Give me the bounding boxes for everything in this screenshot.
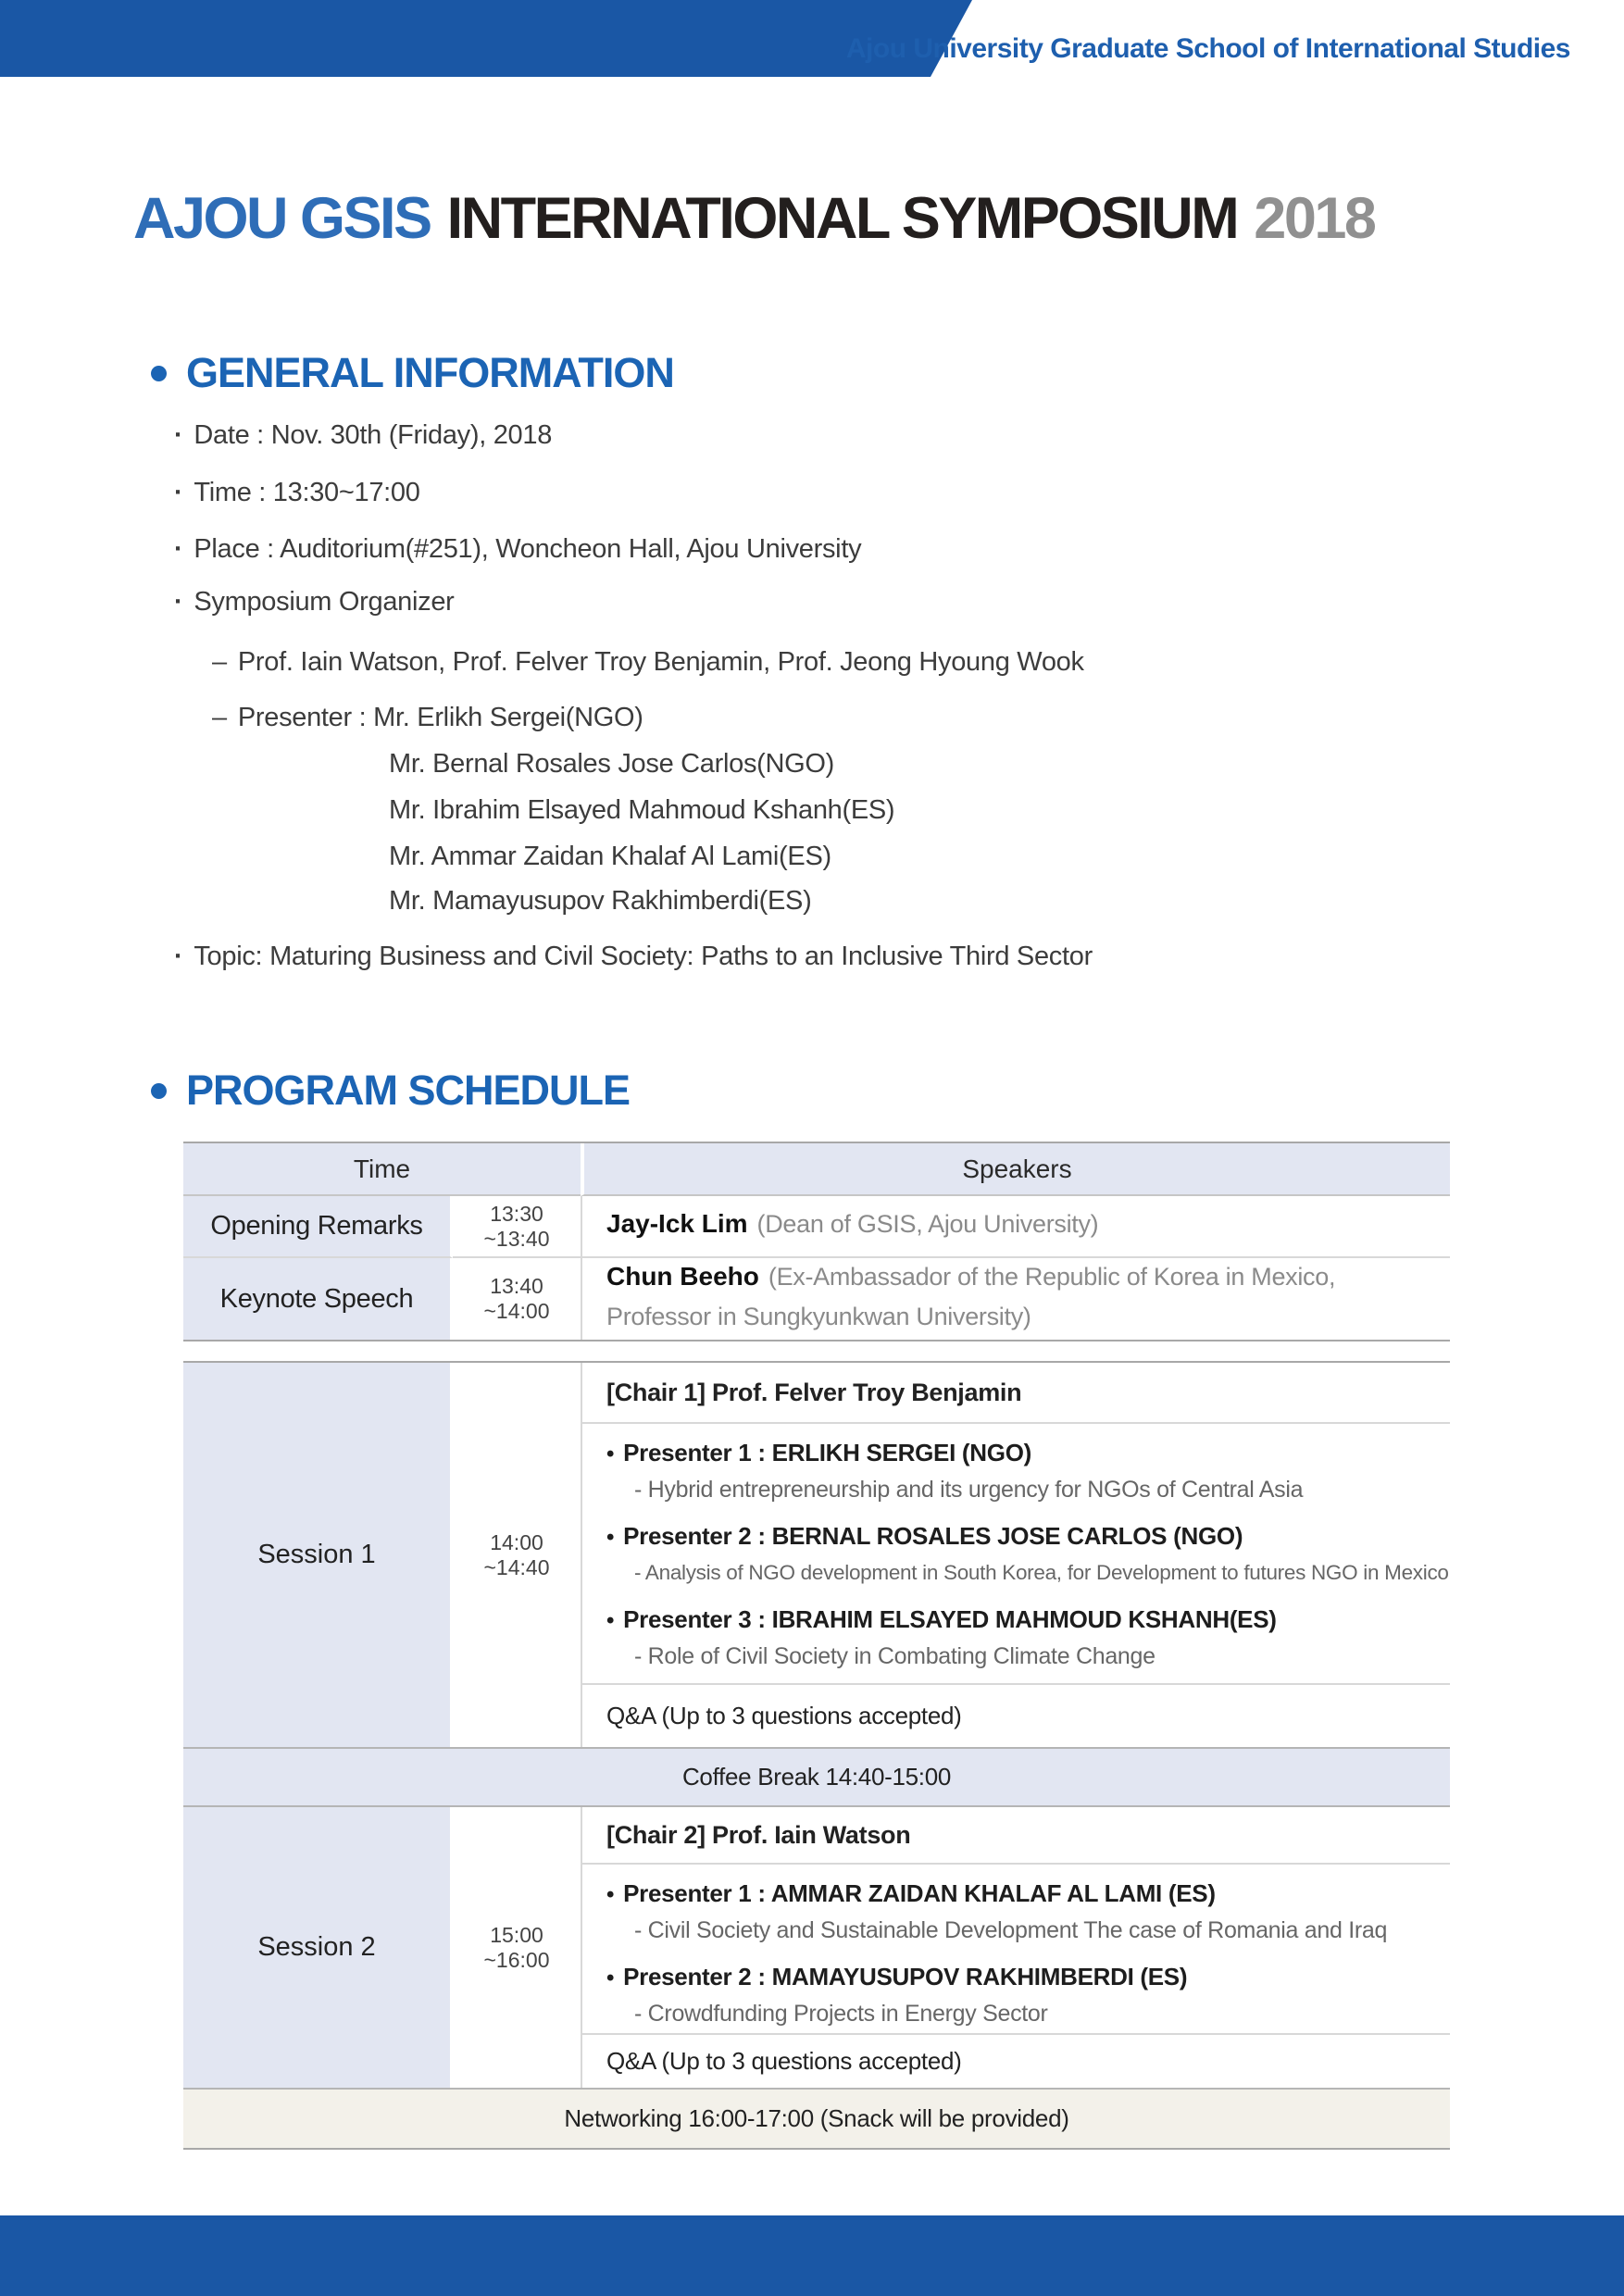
bullet-icon: [606, 1522, 623, 1550]
session-2-qa-row: Q&A (Up to 3 questions accepted): [606, 2047, 962, 2075]
presenter-label: Presenter :: [237, 703, 367, 732]
session-1-chair-row: [Chair 1] Prof. Felver Troy Benjamin: [606, 1378, 1022, 1406]
opening-remarks-speaker-cell: [581, 1196, 1450, 1258]
presenter-title: [606, 1876, 1450, 1913]
general-information-heading: [151, 349, 674, 397]
info-place: [174, 530, 861, 568]
info-presenter-3: Mr. Ibrahim Elsayed Mahmoud Kshanh(ES): [389, 795, 895, 825]
info-presenter-4: Mr. Ammar Zaidan Khalaf Al Lami(ES): [389, 842, 831, 871]
middot-icon: [174, 587, 194, 617]
session-1-speakers-column: [581, 1363, 1450, 1747]
presenter-title-text: Presenter 3 : IBRAHIM ELSAYED MAHMOUD KSHANH(ES): [623, 1605, 1277, 1633]
opening-speaker-name: Jay-Ick Lim: [606, 1209, 748, 1238]
bullet-dot-icon: [151, 366, 167, 381]
bullet-icon: [606, 1439, 623, 1466]
presenter-title-text: Presenter 1 : ERLIKH SERGEI (NGO): [623, 1439, 1031, 1466]
column-header-speakers: Speakers: [581, 1143, 1450, 1196]
info-topic: [174, 938, 1093, 975]
info-topic-text: Topic: Maturing Business and Civil Society: Paths to an Inclusive Third Sector: [194, 942, 1093, 971]
keynote-speaker-cell: [581, 1258, 1450, 1340]
opening-time-start: 13:30: [490, 1201, 543, 1226]
presenter-title: [606, 1959, 1450, 1996]
middot-icon: [174, 534, 194, 564]
bullet-icon: [606, 1879, 623, 1907]
program-schedule-heading: [151, 1067, 630, 1115]
page-title: [133, 185, 1374, 252]
presenter-topic: - Civil Society and Sustainable Development The case of Romania and Iraq: [634, 1917, 1388, 1943]
presenter-title: [606, 1518, 1450, 1555]
session-1-time-end: ~14:40: [483, 1554, 550, 1579]
keynote-time-start: 13:40: [490, 1274, 543, 1298]
opening-time-end: ~13:40: [483, 1226, 550, 1251]
info-place-text: Place : Auditorium(#251), Woncheon Hall, Ajou University: [194, 534, 862, 564]
presenter-topic: - Crowdfunding Projects in Energy Sector: [634, 2001, 1048, 2027]
coffee-break-row: Coffee Break 14:40-15:00: [183, 1747, 1450, 1807]
organization-name: Ajou University Graduate School of International Studies: [845, 33, 1570, 64]
session-1-time-start: 14:00: [490, 1529, 543, 1554]
info-organizer-heading-text: Symposium Organizer: [194, 587, 455, 617]
keynote-time-cell: [453, 1258, 581, 1340]
opening-remarks-time-cell: [453, 1196, 581, 1258]
bullet-icon: [606, 1963, 623, 1990]
session-2-time-start: 15:00: [490, 1922, 543, 1947]
opening-remarks-label-cell: Opening Remarks: [183, 1196, 453, 1258]
session-2-presenters: [582, 1863, 1450, 2035]
info-presenter-2: Mr. Bernal Rosales Jose Carlos(NGO): [389, 749, 835, 779]
session-2-time-end: ~16:00: [483, 1947, 550, 1972]
presenter-topic: - Hybrid entrepreneurship and its urgency for NGOs of Central Asia: [634, 1477, 1304, 1503]
info-time-text: Time : 13:30~17:00: [194, 478, 420, 507]
presenter-title: [606, 1435, 1450, 1472]
session-1-presenters: [582, 1422, 1450, 1685]
middot-icon: [174, 478, 194, 507]
dash-icon: [212, 703, 238, 732]
title-prefix: AJOU GSIS: [133, 186, 431, 251]
session-1-label-cell: Session 1: [183, 1363, 453, 1747]
session-1-block: [183, 1363, 1450, 1747]
info-date: [174, 417, 552, 454]
presenter-topic: - Analysis of NGO development in South Korea, for Development to futures NGO in Mexico: [634, 1561, 1449, 1584]
keynote-speaker-name: Chun Beeho: [606, 1262, 759, 1291]
info-organizer-heading: [174, 583, 455, 620]
info-organizer-names: [212, 643, 1084, 680]
dash-icon: [212, 647, 238, 677]
presenter-topic: - Role of Civil Society in Combating Climate Change: [634, 1643, 1156, 1669]
keynote-label-cell: Keynote Speech: [183, 1258, 453, 1340]
info-organizer-names-text: Prof. Iain Watson, Prof. Felver Troy Benjamin, Prof. Jeong Hyoung Wook: [237, 647, 1084, 677]
info-presenter-5: Mr. Mamayusupov Rakhimberdi(ES): [389, 886, 812, 916]
info-time: [174, 474, 420, 511]
middot-icon: [174, 420, 194, 450]
bullet-icon: [606, 1605, 623, 1633]
schedule-header-block: [183, 1142, 1450, 1341]
info-presenter-line: [212, 699, 643, 736]
session-1-qa-row: Q&A (Up to 3 questions accepted): [606, 1702, 962, 1729]
middot-icon: [174, 942, 194, 971]
title-year: 2018: [1254, 186, 1375, 251]
keynote-speaker-desc-2: Professor in Sungkyunkwan University): [606, 1303, 1031, 1330]
sessions-block: [183, 1361, 1450, 2150]
general-information-heading-label: GENERAL INFORMATION: [186, 349, 674, 396]
session-2-block: [183, 1807, 1450, 2088]
column-header-time: Time: [183, 1143, 581, 1196]
bullet-dot-icon: [151, 1083, 167, 1099]
presenter-title-text: Presenter 1 : AMMAR ZAIDAN KHALAF AL LAMI (ES): [623, 1879, 1216, 1907]
presenter-1: Mr. Erlikh Sergei(NGO): [373, 703, 643, 732]
session-1-time-cell: [453, 1363, 581, 1747]
keynote-speaker-desc-1: (Ex-Ambassador of the Republic of Korea in Mexico,: [768, 1263, 1336, 1291]
keynote-time-end: ~14:00: [483, 1299, 550, 1323]
presenter-title-text: Presenter 2 : BERNAL ROSALES JOSE CARLOS (NGO): [623, 1522, 1243, 1550]
opening-speaker-desc: (Dean of GSIS, Ajou University): [756, 1210, 1099, 1238]
session-2-speakers-column: [581, 1807, 1450, 2088]
info-date-text: Date : Nov. 30th (Friday), 2018: [194, 420, 553, 450]
session-2-chair-row: [Chair 2] Prof. Iain Watson: [606, 1820, 911, 1849]
footer-bar: [0, 2215, 1624, 2296]
program-schedule-heading-label: PROGRAM SCHEDULE: [186, 1067, 631, 1114]
networking-row: Networking 16:00-17:00 (Snack will be provided): [183, 2088, 1450, 2148]
session-2-time-cell: [453, 1807, 581, 2088]
presenter-title: [606, 1602, 1450, 1639]
title-main: INTERNATIONAL SYMPOSIUM: [446, 186, 1238, 251]
session-2-label-cell: Session 2: [183, 1807, 453, 2088]
presenter-title-text: Presenter 2 : MAMAYUSUPOV RAKHIMBERDI (ES): [623, 1963, 1188, 1990]
